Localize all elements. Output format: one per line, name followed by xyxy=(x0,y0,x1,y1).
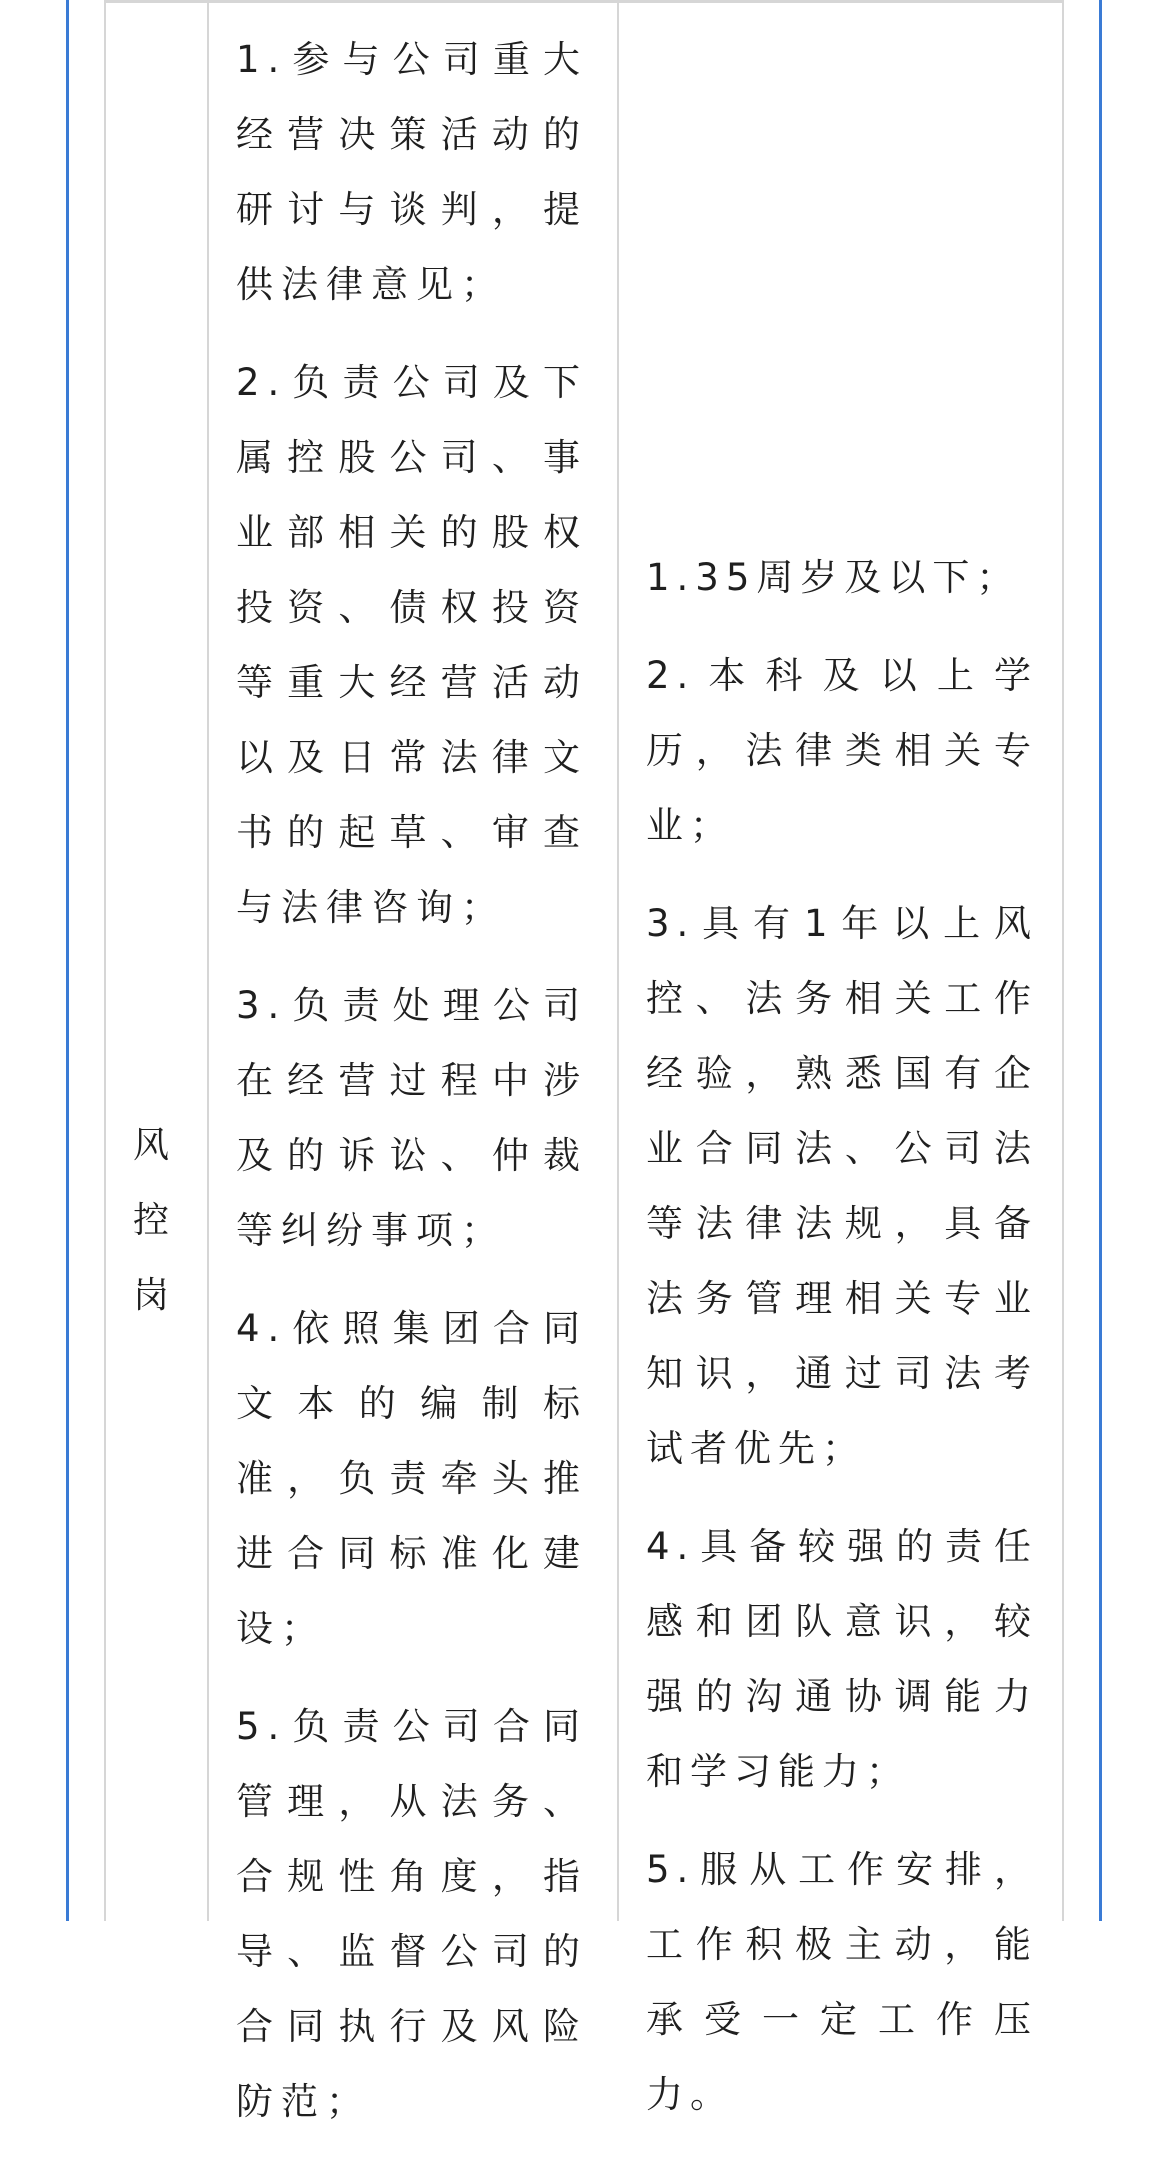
duty-item-4: 4.依照集团合同文本的编制标准，负责牵头推进合同标准化建设； xyxy=(236,1307,588,1650)
position-name: 风控岗 xyxy=(132,1125,169,1316)
duty-item-3: 3.负责处理公司在经营过程中涉及的诉讼、仲裁等纠纷事项； xyxy=(236,984,588,1252)
requirement-item-4: 4.具备较强的责任感和团队意识，较强的沟通协调能力和学习能力； xyxy=(646,1525,1038,1793)
requirements-list xyxy=(646,540,1038,2155)
duties-list xyxy=(236,22,588,2162)
requirement-item-5: 5.服从工作安排，工作积极主动，能承受一定工作压力。 xyxy=(646,1848,1038,2116)
requirement-item-3: 3.具有1年以上风控、法务相关工作经验，熟悉国有企业合同法、公司法等法律法规，具备法务管理相关专业知识，通过司法考试者优先； xyxy=(646,902,1038,1470)
position-name-cell xyxy=(104,0,207,1921)
requirement-item-1: 1.35周岁及以下； xyxy=(646,556,1021,599)
duty-item-5: 5.负责公司合同管理，从法务、合规性角度，指导、监督公司的合同执行及风险防范； xyxy=(236,1705,588,2123)
requirement-item-2: 2.本科及以上学历，法律类相关专业； xyxy=(646,654,1038,847)
duty-item-1: 1.参与公司重大经营决策活动的研讨与谈判，提供法律意见； xyxy=(236,38,588,306)
duty-item-2: 2.负责公司及下属控股公司、事业部相关的股权投资、债权投资等重大经营活动以及日常法律文书的起草、审查与法律咨询； xyxy=(236,361,588,929)
